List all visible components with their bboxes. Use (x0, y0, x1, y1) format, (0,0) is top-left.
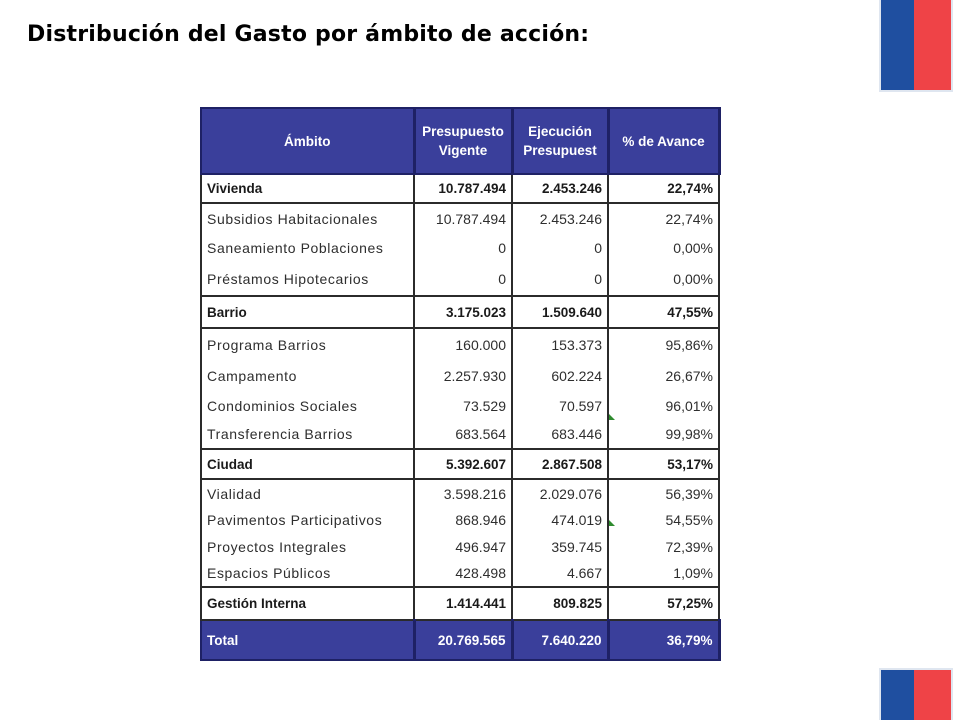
cell-comment-marker (609, 414, 615, 420)
cell-avance: 22,74% (608, 203, 719, 233)
cell-ambito: Saneamiento Poblaciones (201, 233, 414, 263)
cell-avance: 53,17% (608, 449, 719, 479)
cell-ambito: Gestión Interna (201, 587, 414, 620)
header-ejecucion-presupuestaria: Ejecución Presupuest (512, 108, 608, 174)
flag-blue-band (881, 0, 914, 90)
flag-red-band (914, 0, 951, 90)
cell-presupuesto-vigente: 0 (414, 263, 512, 296)
cell-avance: 36,79% (608, 620, 719, 660)
cell-ejecucion: 0 (512, 233, 608, 263)
budget-table (200, 107, 721, 661)
cell-ambito: Barrio (201, 296, 414, 328)
cell-presupuesto-vigente: 3.598.216 (414, 479, 512, 507)
cell-ambito: Ciudad (201, 449, 414, 479)
cell-avance: 57,25% (608, 587, 719, 620)
cell-ambito: Condominios Sociales (201, 391, 414, 420)
cell-presupuesto-vigente: 5.392.607 (414, 449, 512, 479)
cell-ambito: Espacios Públicos (201, 560, 414, 587)
cell-avance: 96,01% (608, 391, 719, 420)
cell-presupuesto-vigente: 683.564 (414, 420, 512, 449)
table-row (201, 420, 719, 449)
table-row (201, 203, 719, 233)
cell-ambito: Subsidios Habitacionales (201, 203, 414, 233)
chile-flag-stripe-top (881, 0, 951, 90)
cell-comment-marker (609, 520, 615, 526)
cell-avance: 99,98% (608, 420, 719, 449)
cell-ambito: Vialidad (201, 479, 414, 507)
header-ambito: Ámbito (201, 108, 414, 174)
total-row (201, 620, 719, 660)
cell-presupuesto-vigente: 0 (414, 233, 512, 263)
cell-ejecucion: 153.373 (512, 328, 608, 361)
cell-ejecucion: 602.224 (512, 361, 608, 391)
cell-ambito: Campamento (201, 361, 414, 391)
table-header-row (201, 108, 719, 174)
cell-presupuesto-vigente: 160.000 (414, 328, 512, 361)
cell-ejecucion: 474.019 (512, 507, 608, 533)
cell-presupuesto-vigente: 20.769.565 (414, 620, 512, 660)
table-row (201, 361, 719, 391)
cell-ejecucion: 683.446 (512, 420, 608, 449)
category-row (201, 449, 719, 479)
cell-avance: 0,00% (608, 263, 719, 296)
cell-ambito: Total (201, 620, 414, 660)
cell-ambito: Proyectos Integrales (201, 533, 414, 560)
category-row (201, 174, 719, 203)
budget-table-container (200, 107, 718, 661)
cell-avance: 22,74% (608, 174, 719, 203)
cell-presupuesto-vigente: 10.787.494 (414, 174, 512, 203)
cell-presupuesto-vigente: 868.946 (414, 507, 512, 533)
cell-avance: 0,00% (608, 233, 719, 263)
cell-ejecucion: 2.453.246 (512, 203, 608, 233)
page-title: Distribución del Gasto por ámbito de acción: (27, 22, 590, 47)
category-row (201, 296, 719, 328)
table-row (201, 233, 719, 263)
table-row (201, 263, 719, 296)
cell-avance: 26,67% (608, 361, 719, 391)
chile-flag-stripe-bottom (881, 670, 951, 720)
header-porcentaje-avance: % de Avance (608, 108, 719, 174)
cell-ejecucion: 359.745 (512, 533, 608, 560)
cell-ejecucion: 4.667 (512, 560, 608, 587)
cell-ejecucion: 2.453.246 (512, 174, 608, 203)
cell-ambito: Vivienda (201, 174, 414, 203)
cell-ejecucion: 70.597 (512, 391, 608, 420)
cell-presupuesto-vigente: 2.257.930 (414, 361, 512, 391)
table-row (201, 507, 719, 533)
table-row (201, 560, 719, 587)
cell-avance: 47,55% (608, 296, 719, 328)
cell-ejecucion: 2.029.076 (512, 479, 608, 507)
cell-ejecucion: 1.509.640 (512, 296, 608, 328)
flag-blue-band (881, 670, 914, 720)
cell-ambito: Programa Barrios (201, 328, 414, 361)
cell-avance: 54,55% (608, 507, 719, 533)
table-row (201, 328, 719, 361)
header-presupuesto-vigente: Presupuesto Vigente (414, 108, 512, 174)
flag-red-band (914, 670, 951, 720)
table-row (201, 479, 719, 507)
cell-avance: 72,39% (608, 533, 719, 560)
cell-avance: 1,09% (608, 560, 719, 587)
cell-presupuesto-vigente: 496.947 (414, 533, 512, 560)
cell-ambito: Préstamos Hipotecarios (201, 263, 414, 296)
table-row (201, 391, 719, 420)
cell-ejecucion: 0 (512, 263, 608, 296)
cell-ejecucion: 2.867.508 (512, 449, 608, 479)
category-row (201, 587, 719, 620)
cell-presupuesto-vigente: 73.529 (414, 391, 512, 420)
cell-presupuesto-vigente: 1.414.441 (414, 587, 512, 620)
table-row (201, 533, 719, 560)
cell-ambito: Transferencia Barrios (201, 420, 414, 449)
cell-avance: 95,86% (608, 328, 719, 361)
cell-presupuesto-vigente: 10.787.494 (414, 203, 512, 233)
cell-ejecucion: 809.825 (512, 587, 608, 620)
cell-presupuesto-vigente: 428.498 (414, 560, 512, 587)
cell-avance: 56,39% (608, 479, 719, 507)
cell-ambito: Pavimentos Participativos (201, 507, 414, 533)
cell-ejecucion: 7.640.220 (512, 620, 608, 660)
cell-presupuesto-vigente: 3.175.023 (414, 296, 512, 328)
